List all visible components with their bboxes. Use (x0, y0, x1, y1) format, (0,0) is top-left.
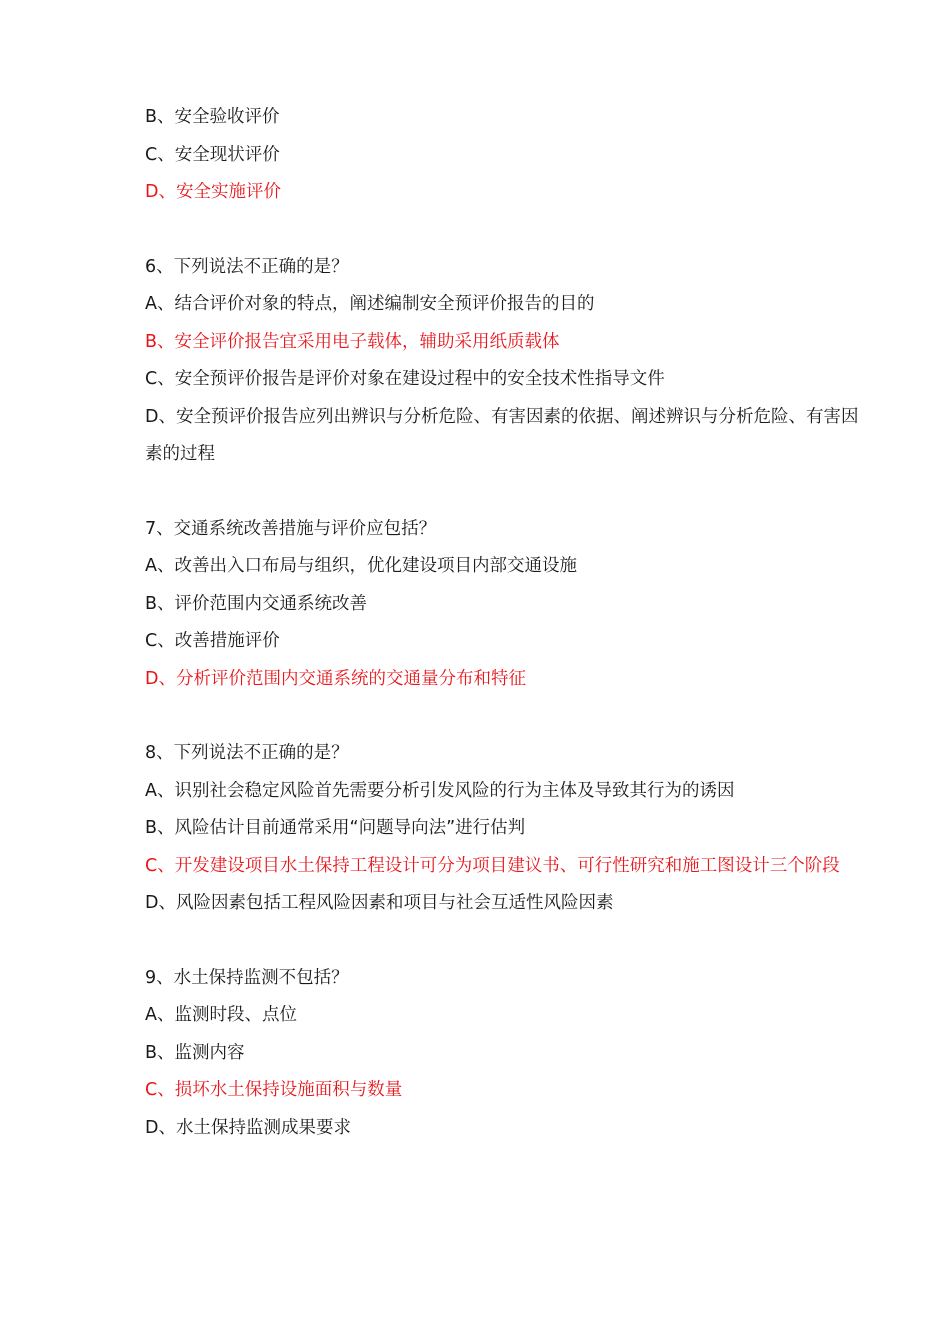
block-spacer (145, 474, 870, 511)
block-spacer (145, 698, 870, 735)
option-line: C、安全现状评价 (145, 144, 280, 165)
option-line: C、改善措施评价 (145, 631, 280, 651)
question-line: 9、水土保持监测不包括？ (145, 967, 349, 988)
question-block (145, 960, 870, 1148)
option-line: A、识别社会稳定风险首先需要分析引发风险的行为主体及导致其行为的诱因 (145, 780, 735, 801)
option-line: B、风险估计目前通常采用“问题导向法”进行估判 (145, 818, 526, 838)
block-spacer (145, 212, 870, 249)
answer-option-line: D、分析评价范围内交通系统的交通量分布和特征 (145, 668, 526, 689)
option-line: B、安全验收评价 (145, 107, 280, 127)
block-spacer (145, 923, 870, 960)
option-line: B、评价范围内交通系统改善 (145, 593, 368, 614)
option-line: A、改善出入口布局与组织，优化建设项目内部交通设施 (145, 556, 577, 576)
answer-option-line: C、损坏水土保持设施面积与数量 (145, 1080, 403, 1100)
question-block (145, 99, 870, 212)
option-line: C、安全预评价报告是评价对象在建设过程中的安全技术性指导文件 (145, 369, 665, 389)
answer-option-line: C、开发建设项目水土保持工程设计可分为项目建议书、可行性研究和施工图设计三个阶段 (145, 855, 840, 876)
question-line: 8、下列说法不正确的是？ (145, 743, 349, 763)
question-block (145, 511, 870, 699)
option-line: D、风险因素包括工程风险因素和项目与社会互适性风险因素 (145, 893, 614, 913)
question-block (145, 249, 870, 474)
question-line: 7、交通系统改善措施与评价应包括？ (145, 518, 437, 539)
question-line: 6、下列说法不正确的是？ (145, 256, 349, 277)
option-line: D、安全预评价报告应列出辨识与分析危险、有害因素的依据、阐述辨识与分析危险、有害因素的过程 (145, 406, 859, 464)
answer-option-line: B、安全评价报告宜采用电子载体，辅助采用纸质载体 (145, 331, 560, 352)
question-list (145, 99, 870, 1147)
question-block (145, 735, 870, 923)
answer-option-line: D、安全实施评价 (145, 182, 281, 202)
option-line: B、监测内容 (145, 1042, 245, 1063)
option-line: D、水土保持监测成果要求 (145, 1117, 351, 1138)
option-line: A、结合评价对象的特点，阐述编制安全预评价报告的目的 (145, 294, 595, 314)
option-line: A、监测时段、点位 (145, 1005, 297, 1025)
